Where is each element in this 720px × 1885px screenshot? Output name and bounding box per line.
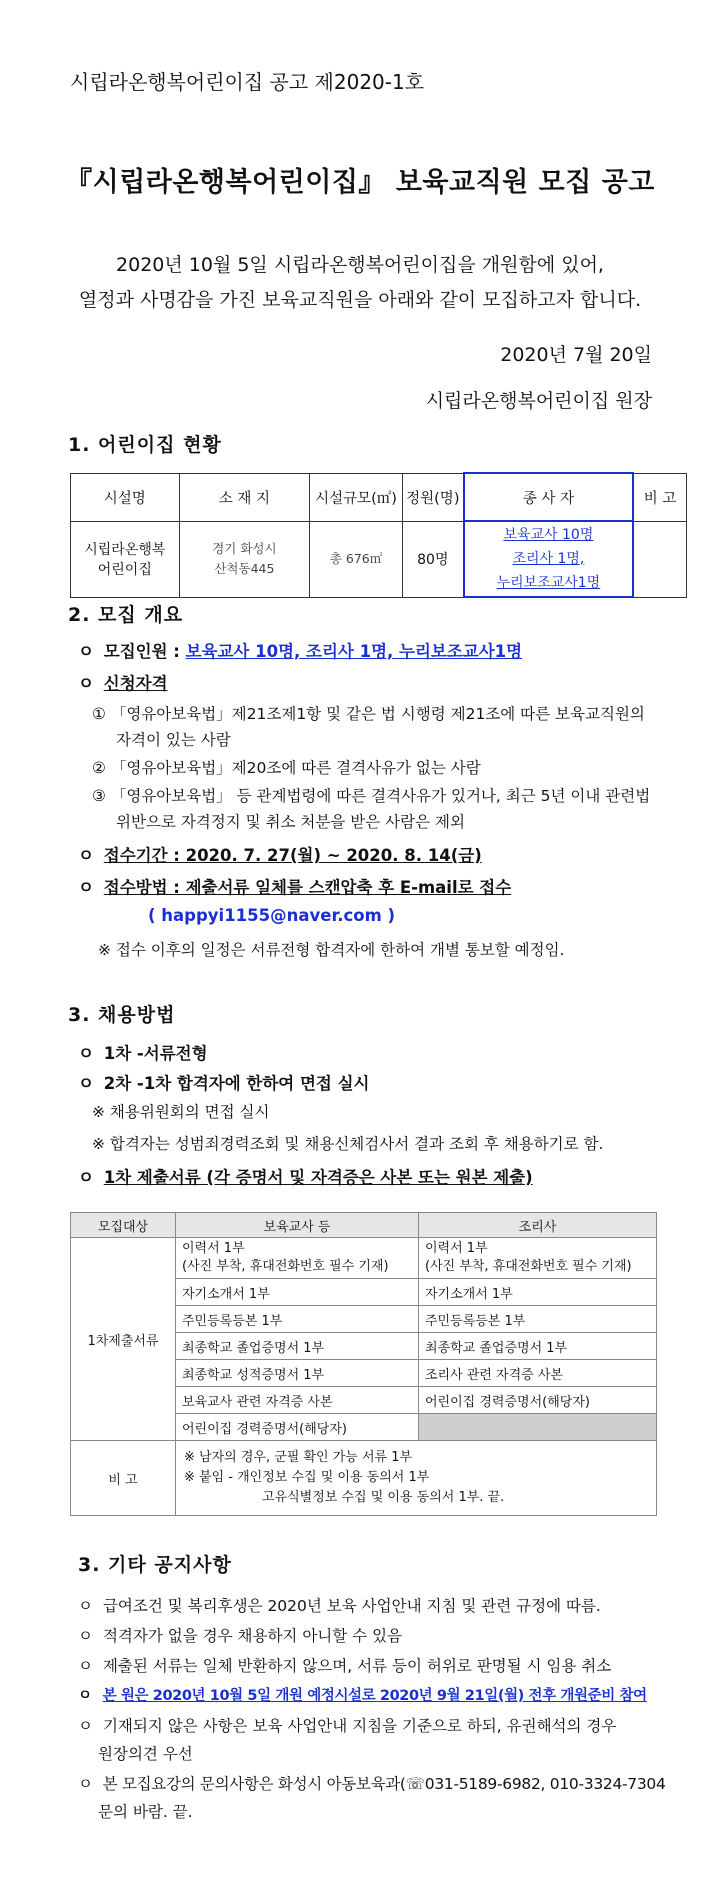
notice-item-5: ㅇ 기재되지 않은 사항은 보육 사업안내 지침을 기준으로 하되, 유권해석의 경우 [78, 1717, 617, 1735]
qual-label: ㅇ 신청자격 [78, 674, 168, 693]
doc-teacher-4: 최종학교 졸업증명서 1부 [176, 1333, 419, 1360]
section-4-heading: 3. 기타 공지사항 [78, 1554, 232, 1576]
facility-address: 경기 화성시 산척동445 [179, 521, 310, 597]
check-note: ※ 합격자는 성범죄경력조회 및 채용신체검사서 결과 조회 후 채용하기로 함. [92, 1135, 604, 1153]
facility-name: 시립라온행복 어린이집 [71, 521, 180, 597]
recruit-value: 보육교사 10명, 조리사 1명, 누리보조교사1명 [185, 642, 523, 661]
col-capacity: 정원(명) [402, 473, 463, 521]
docs-category: 1차제출서류 [71, 1238, 176, 1441]
facility-capacity: 80명 [402, 521, 463, 597]
qual-1: ① 「영유아보육법」제21조제1항 및 같은 법 시행령 제21조에 따른 보육교직원의 [92, 705, 645, 723]
remark-label: 비 고 [71, 1441, 176, 1516]
docs-title: ㅇ 1차 제출서류 (각 증명서 및 자격증은 사본 또는 원본 제출) [78, 1168, 533, 1187]
doc-cook-4: 최종학교 졸업증명서 1부 [419, 1333, 657, 1360]
doc-cook-7-empty [419, 1414, 657, 1441]
step-2: ㅇ 2차 -1차 합격자에 한하여 면접 실시 [78, 1074, 370, 1093]
col-staff: 종 사 자 [464, 473, 633, 521]
schedule-note: ※ 접수 이후의 일정은 서류전형 합격자에 한하여 개별 통보할 예정임. [98, 941, 565, 959]
doc-teacher-7: 어린이집 경력증명서(해당자) [176, 1414, 419, 1441]
facility-size: 총 676㎡ [310, 521, 403, 597]
notice-item-1: ㅇ 급여조건 및 복리후생은 2020년 보육 사업안내 지침 및 관련 규정에 따름. [78, 1597, 601, 1615]
facility-note [633, 521, 686, 597]
recruit-line: ㅇ 모집인원 : 보육교사 10명, 조리사 1명, 누리보조교사1명 [78, 642, 523, 661]
doc-cook-6: 어린이집 경력증명서(해당자) [419, 1387, 657, 1414]
signature: 시립라온행복어린이집 원장 [425, 390, 652, 412]
doc-cook-1: 이력서 1부 (사진 부착, 휴대전화번호 필수 기재) [419, 1238, 657, 1279]
notice-item-3: ㅇ 제출된 서류는 일체 반환하지 않으며, 서류 등이 허위로 판명될 시 임용 취소 [78, 1657, 612, 1675]
facility-table [70, 472, 687, 598]
doc-cook-2: 자기소개서 1부 [419, 1279, 657, 1306]
facility-staff: 보육교사 10명 조리사 1명, 누리보조교사1명 [464, 521, 633, 597]
qual-3-cont: 위반으로 자격정지 및 취소 처분을 받은 사람은 제외 [116, 813, 465, 831]
docs-col-teacher: 보육교사 등 [176, 1213, 419, 1238]
facility-row [71, 521, 687, 597]
notice-item-5-cont: 원장의견 우선 [98, 1745, 193, 1763]
col-size: 시설규모(㎡) [310, 473, 403, 521]
section-2-heading: 2. 모집 개요 [68, 604, 184, 626]
intro-line-1: 2020년 10월 5일 시립라온행복어린이집을 개원함에 있어, [116, 254, 604, 276]
notice-item-4: ㅇ 본 원은 2020년 10월 5일 개원 예정시설로 2020년 9월 21일(월) 전후 개원준비 참여 [78, 1688, 647, 1704]
remark-content: ※ 남자의 경우, 군필 확인 가능 서류 1부 ※ 붙임 - 개인정보 수집 및 이용 동의서 1부 고유식별정보 수집 및 이용 동의서 1부. 끝. [176, 1441, 657, 1516]
email-link[interactable]: ( happyi1155@naver.com ) [148, 906, 396, 925]
qual-2: ② 「영유아보육법」제20조에 따른 결격사유가 없는 사람 [92, 759, 481, 777]
doc-cook-5: 조리사 관련 자격증 사본 [419, 1360, 657, 1387]
doc-teacher-2: 자기소개서 1부 [176, 1279, 419, 1306]
col-address: 소 재 지 [179, 473, 310, 521]
facility-table-header [71, 473, 687, 521]
notice-item-6: ㅇ 본 모집요강의 문의사항은 화성시 아동보육과(☏031-5189-6982, 010-3324-7304 [78, 1775, 666, 1793]
notice-item-6-cont: 문의 바람. 끝. [98, 1803, 193, 1821]
doc-teacher-1: 이력서 1부 (사진 부착, 휴대전화번호 필수 기재) [176, 1238, 419, 1279]
doc-teacher-5: 최종학교 성적증명서 1부 [176, 1360, 419, 1387]
col-note: 비 고 [633, 473, 686, 521]
interview-note: ※ 채용위원회의 면접 실시 [92, 1103, 270, 1121]
notice-date: 2020년 7월 20일 [500, 344, 652, 366]
method-line: ㅇ 접수방법 : 제출서류 일체를 스캔압축 후 E-mail로 접수 [78, 878, 512, 897]
docs-col-target: 모집대상 [71, 1213, 176, 1238]
col-name: 시설명 [71, 473, 180, 521]
docs-table-header [71, 1213, 657, 1238]
doc-teacher-3: 주민등록등본 1부 [176, 1306, 419, 1333]
doc-teacher-6: 보육교사 관련 자격증 사본 [176, 1387, 419, 1414]
docs-col-cook: 조리사 [419, 1213, 657, 1238]
doc-cook-3: 주민등록등본 1부 [419, 1306, 657, 1333]
page-title: 『시립라온행복어린이집』 보육교직원 모집 공고 [65, 167, 655, 198]
intro-line-2: 열정과 사명감을 가진 보육교직원을 아래와 같이 모집하고자 합니다. [78, 289, 642, 311]
table-row [71, 1238, 657, 1279]
notice-number: 시립라온행복어린이집 공고 제2020-1호 [70, 70, 425, 94]
notice-item-2: ㅇ 적격자가 없을 경우 채용하지 아니할 수 있음 [78, 1627, 403, 1645]
period-line: ㅇ 접수기간 : 2020. 7. 27(월) ~ 2020. 8. 14(금) [78, 846, 482, 865]
docs-table [70, 1212, 657, 1516]
step-1: ㅇ 1차 -서류전형 [78, 1044, 208, 1063]
section-1-heading: 1. 어린이집 현황 [68, 434, 222, 456]
qual-1-cont: 자격이 있는 사람 [116, 731, 231, 749]
remark-row [71, 1441, 657, 1516]
qual-3: ③ 「영유아보육법」 등 관계법령에 따른 결격사유가 있거나, 최근 5년 이내 관련법 [92, 787, 651, 805]
section-3-heading: 3. 채용방법 [68, 1004, 176, 1026]
